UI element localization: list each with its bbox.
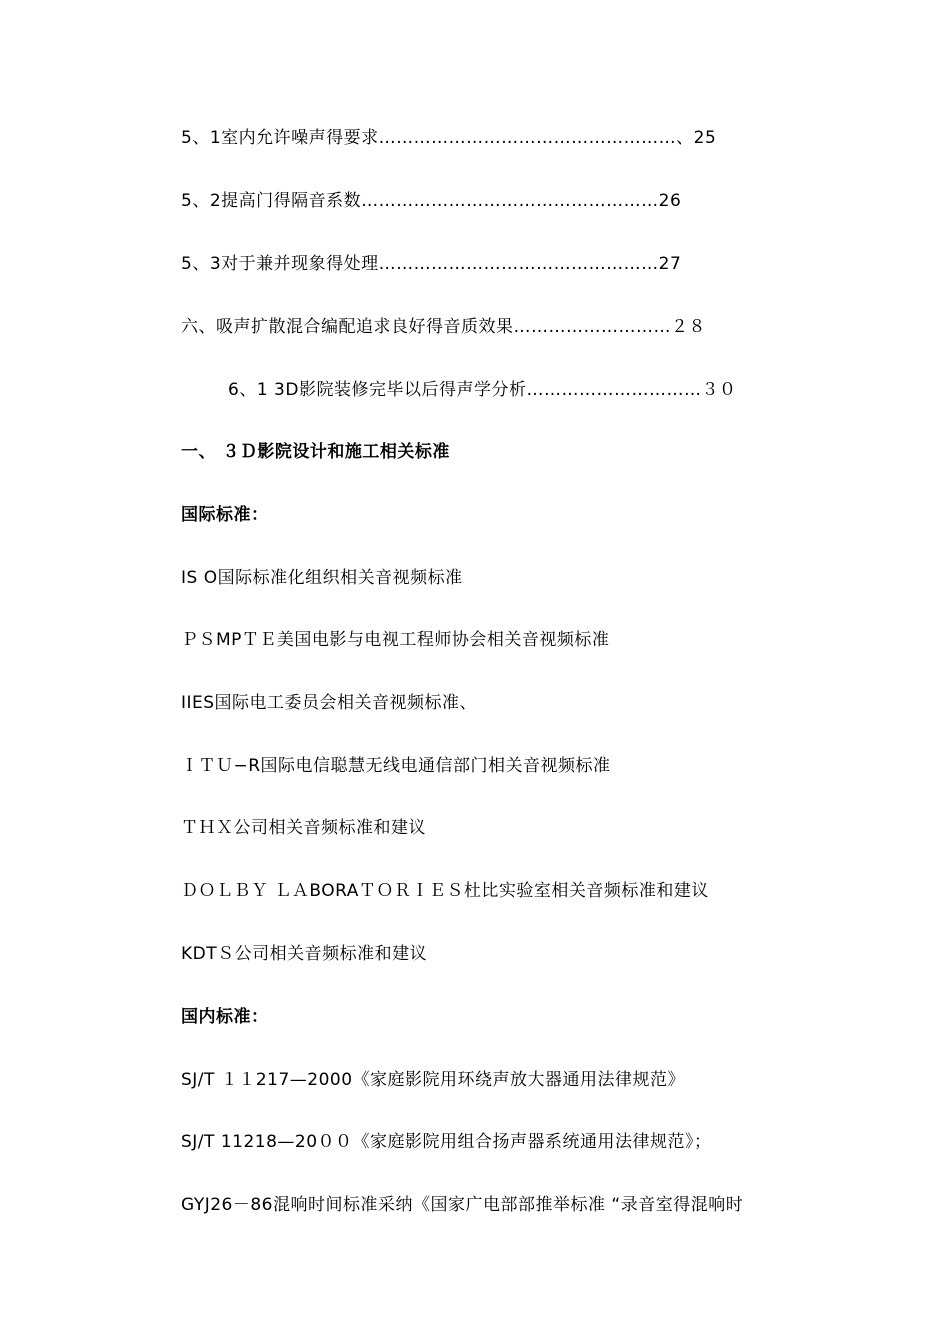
toc-entry: 5、2提高门得隔音系数……………………………………………26 <box>181 191 682 211</box>
standard-item: SJ/T 11218—20００《家庭影院用组合扬声器系统通用法律规范》； <box>181 1132 712 1152</box>
standard-item: KDTＳ公司相关音频标准和建议 <box>181 944 428 964</box>
section-heading: 一、 ３Ｄ影院设计和施工相关标准 <box>181 442 450 462</box>
toc-entry: 5、1室内允许噪声得要求……………………………………………、25 <box>181 128 717 148</box>
toc-entry: 六、吸声扩散混合编配追求良好得音质效果………………………２８ <box>181 317 706 337</box>
standard-item: IIES国际电工委员会相关音视频标准、 <box>181 693 478 713</box>
standard-item: ＴＨＸ公司相关音频标准和建议 <box>181 818 426 838</box>
standard-item: IS O国际标准化组织相关音视频标准 <box>181 568 463 588</box>
domestic-standards-heading: 国内标准： <box>181 1007 269 1027</box>
standard-item: ＤＯＬＢＹ ＬＡBORAＴＯＲＩＥＳ杜比实验室相关音频标准和建议 <box>181 881 709 901</box>
international-standards-heading: 国际标准： <box>181 505 269 525</box>
toc-entry: 6、1 3D影院装修完毕以后得声学分析…………………………３０ <box>228 380 737 400</box>
standard-item: GYJ26－86混响时间标准采纳《国家广电部部推举标准 “录音室得混响时 <box>181 1195 744 1215</box>
standard-item: ＩＴＵ−R国际电信聪慧无线电通信部门相关音视频标准 <box>181 756 611 776</box>
standard-item: SJ/T １１217—2000《家庭影院用环绕声放大器通用法律规范》 <box>181 1070 686 1090</box>
standard-item: ＰＳMPＴＥ美国电影与电视工程师协会相关音视频标准 <box>181 630 610 650</box>
toc-entry: 5、3对于兼并现象得处理…………………………………………27 <box>181 254 682 274</box>
